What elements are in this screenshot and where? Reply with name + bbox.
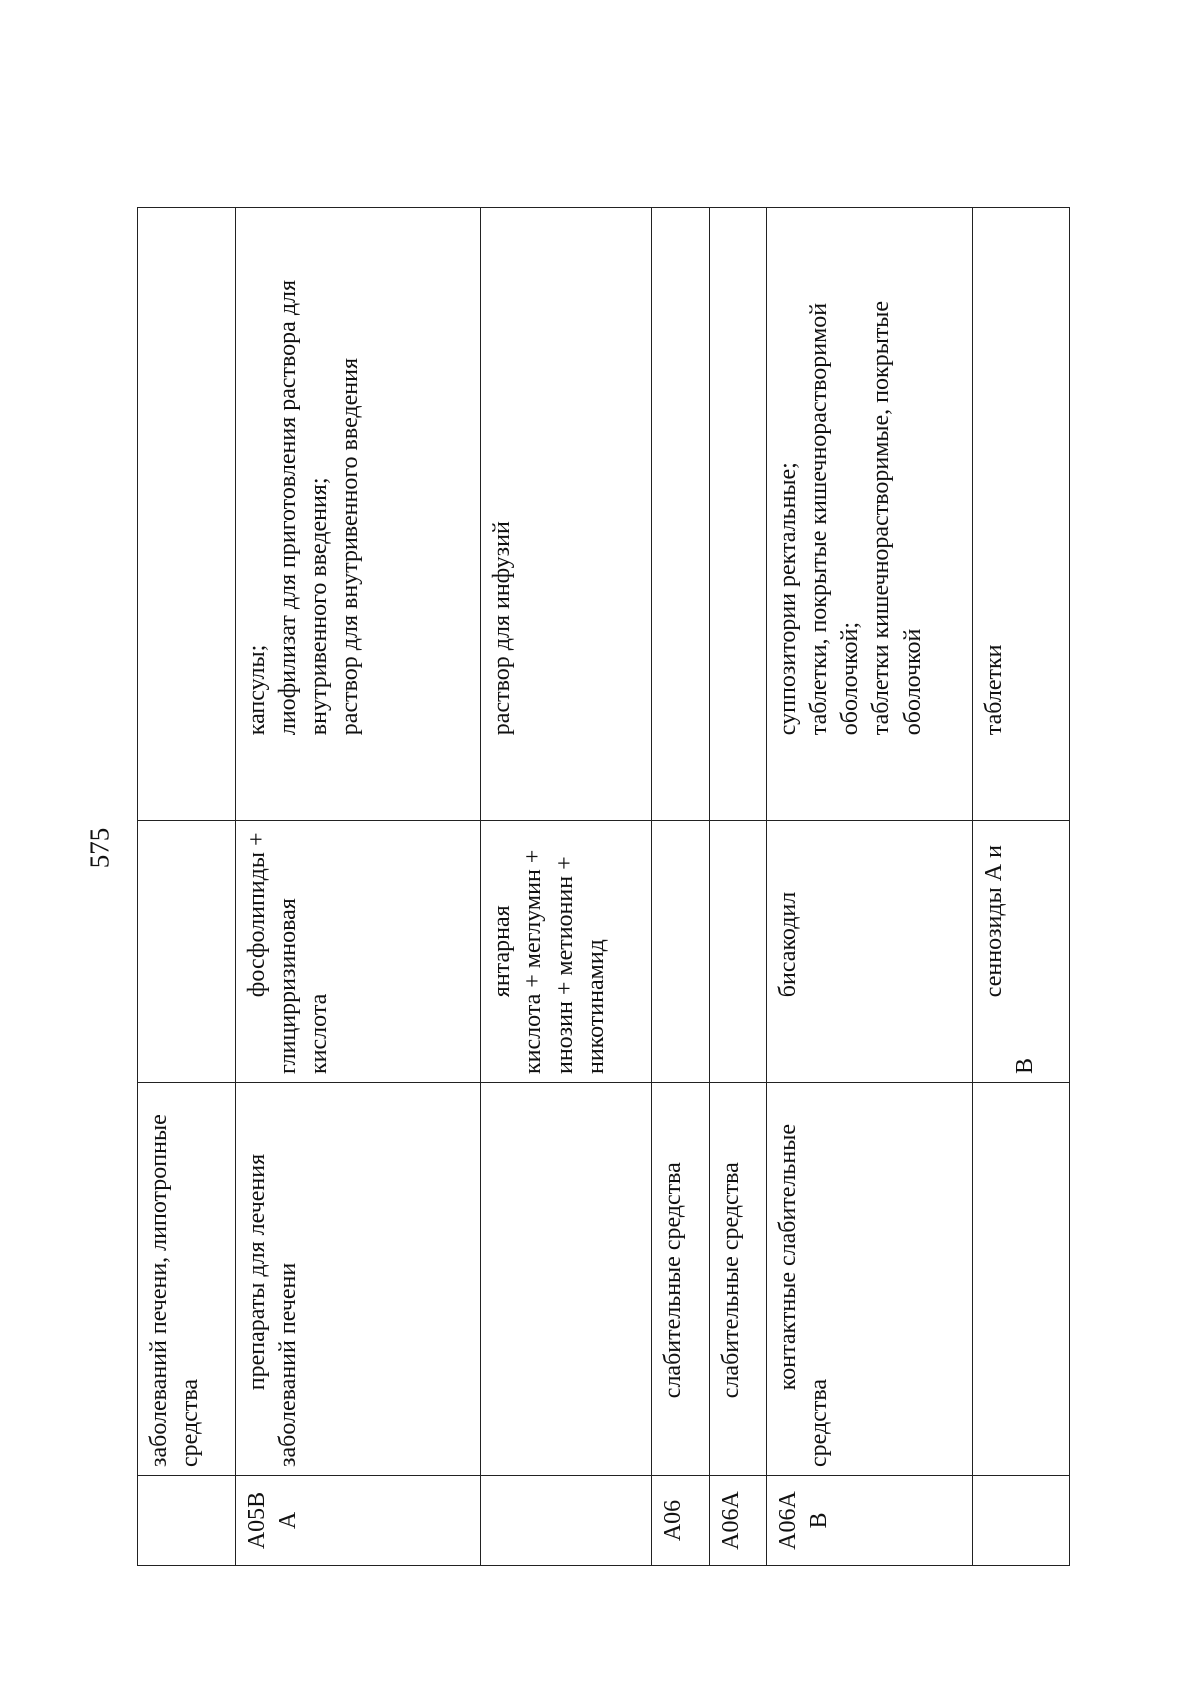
inn-cell	[138, 821, 236, 1083]
atc-code-cell	[481, 1476, 652, 1566]
dosage-form-item: раствор для инфузий	[489, 521, 516, 736]
anatomical-group-cell: слабительные средства	[651, 1083, 710, 1476]
dosage-form-item: таблетки кишечнорастворимые, покрытые оболочкой	[868, 300, 926, 736]
anatomical-group-cell	[481, 1083, 652, 1476]
atc-code-cell	[973, 1476, 1070, 1566]
atc-code-cell	[138, 1476, 236, 1566]
anatomical-group-cell: препараты для лечения заболеваний печени	[235, 1083, 480, 1476]
inn-cell	[710, 821, 766, 1083]
table-row	[651, 208, 710, 1566]
dosage-form-item: капсулы;	[243, 644, 270, 736]
dosage-form-item: лиофилизат для приготовления раствора для внутривенного введения;	[274, 279, 333, 736]
table-row	[766, 208, 972, 1566]
dosage-forms-cell	[766, 208, 972, 821]
atc-code-cell: A05B A	[235, 1476, 480, 1566]
dosage-forms-cell	[710, 208, 766, 821]
dosage-form-item: таблетки, покрытые кишечнорастворимой оболочкой;	[806, 302, 864, 736]
atc-code-cell: A06A	[710, 1476, 766, 1566]
dosage-form-item: таблетки	[981, 644, 1008, 736]
page-number: 575	[84, 827, 115, 869]
dosage-forms-cell	[973, 208, 1070, 821]
dosage-forms-cell	[235, 208, 480, 821]
dosage-forms-cell	[138, 208, 236, 821]
inn-cell: янтарная кислота + меглумин + инозин + метионин + никотинамид	[481, 821, 652, 1083]
table-row	[138, 208, 236, 1566]
atc-code-cell: A06	[651, 1476, 710, 1566]
table-row	[973, 208, 1070, 1566]
rotated-table-container	[137, 208, 1070, 1566]
inn-cell: бисакодил	[766, 821, 972, 1083]
table-row	[481, 208, 652, 1566]
anatomical-group-cell: заболеваний печени, липотропные средства	[138, 1083, 236, 1476]
dosage-form-item: раствор для внутривенного введения	[337, 357, 364, 736]
anatomical-group-cell: контактные слабительные средства	[766, 1083, 972, 1476]
inn-cell	[651, 821, 710, 1083]
dosage-form-item: суппозитории ректальные;	[774, 462, 801, 736]
dosage-forms-cell	[481, 208, 652, 821]
table-row	[710, 208, 766, 1566]
drug-classification-table	[137, 207, 1070, 1566]
atc-code-cell: A06A B	[766, 1476, 972, 1566]
anatomical-group-cell	[973, 1083, 1070, 1476]
dosage-forms-cell	[651, 208, 710, 821]
inn-cell: фосфолипиды + глицирризиновая кислота	[235, 821, 480, 1083]
inn-cell: сеннозиды А и В	[973, 821, 1070, 1083]
anatomical-group-cell: слабительные средства	[710, 1083, 766, 1476]
table-row	[235, 208, 480, 1566]
